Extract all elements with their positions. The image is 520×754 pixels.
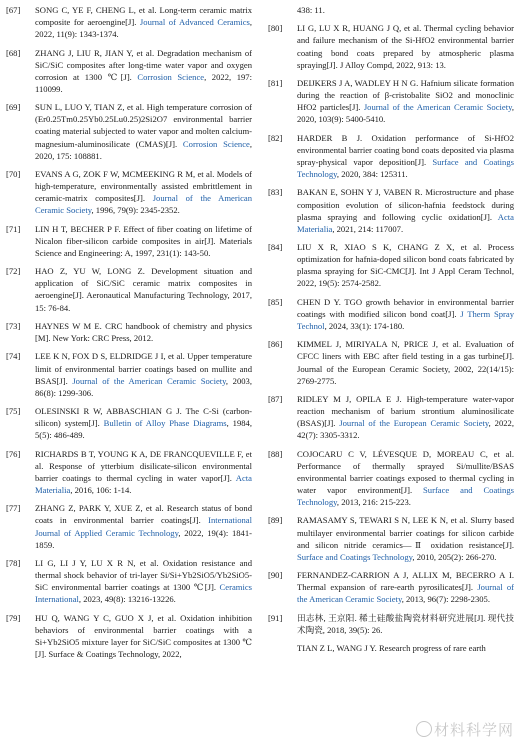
reference-segment: , 2016, 106: 1-14. [70, 484, 132, 495]
reference-number: [80] [268, 23, 283, 34]
reference-segment: , 2020, 384: 125311. [336, 169, 408, 180]
reference-entry [6, 101, 252, 161]
reference-segment: HAYNES W M E. CRC handbook of chemistry and physics [M]. New York: CRC Press, 2012. [35, 320, 252, 344]
reference-entry [268, 77, 514, 125]
journal-link[interactable]: Surface and Coatings Technology [297, 484, 514, 508]
reference-segment: SUN L, LUO Y, TIAN Z, et al. High temperature corrosion of (Er0.25Tm0.25Yb0.25Lu0.25)2Si2O7 environmental barrier coating material subjected to water vapor and molten calcium-magnesium-aluminosilicate (CMAS)[J]. [35, 102, 252, 149]
journal-link[interactable]: Corrosion Science [182, 138, 250, 149]
reference-segment: , 2020, 175: 108881. [35, 138, 252, 161]
reference-segment: , 2003, 86(8): 1299-306. [35, 375, 252, 398]
reference-entry [6, 448, 252, 496]
reference-text [297, 448, 514, 508]
reference-segment: LIU X R, XIAO S K, CHANG Z X, et al. Process optimization for hafnia-doped silicon bond coats fabricated by plasma spraying for SiC-CMC[J]. Int J Appl Ceram Technol, 2022, 19(5): 2574-2582. [297, 242, 514, 289]
reference-entry [6, 557, 252, 605]
reference-segment: HAO Z, YU W, LONG Z. Development situation and application of SiC/SiC ceramic matrix composites in aeroengine[J]. Aeronautical Manufacturing Technology, 2017, 15: 76-84. [35, 266, 252, 313]
journal-link[interactable]: Bulletin of Alloy Phase Diagrams [103, 418, 227, 429]
reference-number [268, 4, 297, 16]
reference-text [297, 338, 514, 386]
reference-entry [268, 612, 514, 636]
journal-link[interactable]: Surface and Coatings Technology [297, 156, 514, 180]
reference-number: [85] [268, 296, 283, 307]
reference-segment: LIN H T, BECHER P F. Effect of fiber coating on lifetime of Nicalon fiber-silicon carbide composites in air[J]. Materials Science and Engineering: A, 1997, 231(1): 143-50. [35, 223, 252, 258]
reference-number: [89] [268, 515, 283, 526]
reference-text [297, 393, 514, 441]
journal-link[interactable]: Journal of the European Ceramic Society [339, 418, 489, 429]
reference-number: [70] [6, 169, 21, 180]
reference-text [297, 612, 514, 636]
reference-segment: RAMASAMY S, TEWARI S N, LEE K N, et al. Slurry based multilayer environmental barrier coatings for silicon carbide and silicon nitride ceramics—Ⅱ oxidation resistance[J]. [297, 515, 514, 550]
reference-segment: , 1984, 5(5): 486-489. [35, 418, 252, 441]
reference-entry [268, 296, 514, 332]
reference-entry [6, 350, 252, 398]
reference-segment: LI G, LU X R, HUANG J Q, et al. Thermal cycling behavior and failure mechanism of the Si-HfO2 environmental barrier coating bond coats prepared by atmospheric plasma spraying[J]. J Alloy Compd, 2022, 913: 13. [297, 23, 514, 70]
reference-segment: , 2013, 96(7): 2298-2305. [401, 594, 491, 605]
reference-entry [6, 612, 252, 660]
reference-segment: , 1996, 79(9): 2345-2352. [91, 205, 180, 216]
reference-number: [67] [6, 5, 21, 15]
reference-number: [91] [268, 612, 283, 623]
reference-segment: FERNANDEZ-CARRION A J, ALLIX M, BECERRO A I. Thermal expansion of rare-earth pyrosilicates[J]. [297, 570, 514, 593]
reference-text [297, 132, 514, 180]
reference-segment: , 2020, 103(9): 5400-5410. [297, 102, 514, 125]
reference-segment: KIMMEL J, MIRIYALA N, PRICE J, et al. Evaluation of CFCC liners with EBC after field testing in a gas turbine[J]. Journal of the European Ceramic Society, 2002, 22(14/15): 2769-2775. [297, 339, 514, 386]
journal-link[interactable]: Journal of Advanced Ceramics [139, 17, 250, 28]
reference-segment: TIAN Z L, WANG J Y. Research progress of rare earth [297, 643, 486, 654]
reference-segment: RICHARDS B T, YOUNG K A, DE FRANCQUEVILLE F, et al. Response of ytterbium disilicate-silicon environmental barrier coatings to thermal cycling in water vapor[J]. [35, 448, 252, 483]
reference-text [35, 612, 252, 660]
reference-segment: 438: 11. [297, 5, 325, 15]
reference-text [35, 502, 252, 550]
reference-number: [84] [268, 242, 283, 253]
reference-entry [268, 514, 514, 562]
reference-segment: DEIJKERS J A, WADLEY H N G. Hafnium silicate formation during the reaction of β-cristobalite SiO2 and monoclinic HfO2 particles[J]. [297, 78, 514, 113]
reference-number: [86] [268, 339, 283, 350]
reference-segment: ZHANG Z, PARK Y, XUE Z, et al. Research status of bond coats in environmental barrier coatings[J]. [35, 503, 252, 526]
reference-entry [268, 338, 514, 386]
reference-text [35, 448, 252, 496]
reference-text [35, 223, 252, 259]
reference-segment: , 2013, 216: 215-223. [336, 497, 411, 508]
reference-entry [268, 569, 514, 605]
reference-text [297, 4, 514, 16]
reference-entry [6, 47, 252, 95]
reference-segment: , 2022, 42(7): 3305-3312. [297, 418, 514, 441]
reference-column-right [268, 4, 514, 661]
reference-number: [79] [6, 612, 21, 623]
journal-link[interactable]: Ceramics International [35, 582, 252, 605]
reference-entry [6, 265, 252, 313]
reference-segment: EVANS A G, ZOK F W, MCMEEKING R M, et al. Models of high-temperature, environmentally assisted embrittlement in ceramic-matrix composites[J]. [35, 169, 252, 204]
reference-column-left [6, 4, 252, 666]
journal-link[interactable]: Journal of the American Ceramic Society [363, 102, 512, 113]
reference-segment: , 2024, 33(1): 174-180. [324, 320, 405, 331]
journal-link[interactable]: Journal of the American Ceramic Society [297, 582, 514, 605]
reference-number [268, 642, 297, 654]
reference-segment: , 2021, 214: 117007. [332, 223, 404, 234]
reference-number: [72] [6, 266, 21, 277]
watermark-logo-icon [416, 721, 432, 737]
reference-segment: , 2022, 19(4): 1841-1859. [35, 527, 252, 550]
reference-segment: RIDLEY M J, OPILA E J. High-temperature water-vapor reaction mechanism of barium strontium aluminosilicate (BSAS)[J]. [297, 394, 514, 429]
reference-entry [268, 393, 514, 441]
reference-segment: , 2022, 11(9): 1343-1374. [35, 17, 253, 40]
reference-text [297, 186, 514, 234]
reference-text [35, 4, 252, 40]
reference-number: [76] [6, 448, 21, 459]
watermark-text: 材料科学网 [433, 721, 514, 739]
journal-link[interactable]: International Journal of Applied Ceramic Technology [35, 515, 252, 538]
journal-link[interactable]: Acta Materialia [35, 472, 252, 495]
reference-text [35, 168, 252, 216]
reference-number: [90] [268, 570, 283, 581]
reference-segment: HARDER B J. Oxidation performance of Si-HfO2 environmental barrier coating bond coats deposited via plasma spray-physical vapor deposition[J]. [297, 132, 514, 167]
reference-number: [75] [6, 406, 21, 417]
reference-entry [6, 4, 252, 40]
watermark [416, 719, 514, 740]
reference-text [35, 405, 252, 441]
reference-number: [68] [6, 47, 21, 58]
reference-entry [268, 132, 514, 180]
reference-number: [82] [268, 132, 283, 143]
reference-text [35, 557, 252, 605]
reference-entry [6, 502, 252, 550]
reference-segment: , 2023, 49(8): 13216-13226. [78, 594, 176, 605]
reference-segment: SONG C, YE F, CHENG L, et al. Long-term ceramic matrix composite for aeroengine[J]. [35, 5, 252, 28]
reference-number: [73] [6, 320, 21, 331]
reference-segment: LI G, LI J Y, LU X R N, et al. Oxidation resistance and thermal shock behavior of tri-layer Si/Si+Yb2SiO5/Yb2SiO5-SiC environmental barrier coatings at 1300 ℃[J]. [35, 558, 252, 593]
reference-number: [71] [6, 223, 21, 234]
reference-segment: OLESINSKI R W, ABBASCHIAN G J. The C-Si (carbon-silicon) system[J]. [35, 406, 252, 429]
journal-link[interactable]: J Therm Spray Technol [297, 308, 514, 331]
reference-entry [268, 22, 514, 70]
reference-number: [69] [6, 102, 21, 113]
reference-number: [81] [268, 78, 283, 89]
reference-entry [6, 223, 252, 259]
reference-text [297, 77, 514, 125]
reference-number: [87] [268, 394, 283, 404]
reference-entry [6, 320, 252, 344]
reference-segment: HU Q, WANG Y C, GUO X J, et al. Oxidation inhibition behaviors of environmental barrier coatings with a Si+Yb2SiO5 mixture layer for SiC/SiC composites at 1300 ℃[J]. Surface & Coatings Technology, 2022, [35, 612, 252, 659]
journal-link[interactable]: Surface and Coatings Technology [297, 551, 413, 562]
reference-segment: BAKAN E, SOHN Y J, VABEN R. Microstructure and phase composition evolution of silicon-hafnia feedstock during plasma spraying and following cyclic oxidation[J]. [297, 187, 514, 222]
reference-entry [268, 186, 514, 234]
reference-segment: CHEN D Y. TGO growth behavior in environmental barrier coatings with modified silicon bond coat[J]. [297, 296, 514, 319]
reference-text [297, 514, 514, 562]
reference-entry [268, 642, 514, 654]
reference-number: [78] [6, 558, 21, 569]
reference-text [297, 642, 514, 654]
reference-entry [268, 4, 514, 16]
reference-text [297, 241, 514, 289]
reference-number: [74] [6, 351, 21, 362]
reference-number: [77] [6, 503, 21, 514]
reference-text [35, 47, 252, 95]
reference-segment: , 2022, 197: 110099. [35, 71, 252, 94]
reference-text [35, 101, 252, 161]
journal-link[interactable]: Journal of the American Ceramic Society [35, 193, 253, 216]
reference-text [297, 296, 514, 332]
reference-number: [88] [268, 448, 283, 459]
journal-link[interactable]: Acta Materialia [297, 211, 514, 234]
journal-link[interactable]: Corrosion Science [137, 71, 205, 82]
reference-entry [6, 405, 252, 441]
reference-text [297, 22, 514, 70]
reference-text [35, 350, 252, 398]
reference-segment: COJOCARU C V, LÉVESQUE D, MOREAU C, et al. Performance of thermally sprayed Si/mullite/BSAS environmental barrier coatings exposed to thermal cycling in water vapor environment[J]. [297, 448, 514, 495]
reference-segment: 田志林, 王京阳. 稀土硅酸盐陶瓷材料研究进展[J]. 现代技术陶瓷, 2018, 39(5): 26. [297, 612, 514, 635]
reference-text [297, 569, 514, 605]
journal-link[interactable]: Journal of the American Ceramic Society [72, 375, 226, 386]
reference-entry [268, 448, 514, 508]
reference-number: [83] [268, 187, 283, 198]
reference-segment: ZHANG J, LIU R, JIAN Y, et al. Degradation mechanism of SiC/SiC composites after long-time water vapor and oxygen corrosion at 1300 ℃[J]. [35, 47, 252, 82]
reference-segment: LEE K N, FOX D S, ELDRIDGE J I, et al. Upper temperature limit of environmental barrier coatings based on mullite and BSAS[J]. [35, 351, 252, 386]
reference-segment: , 2010, 205(2): 266-270. [412, 551, 497, 562]
reference-entry [6, 168, 252, 216]
reference-text [35, 320, 252, 344]
reference-entry [268, 241, 514, 289]
reference-text [35, 265, 252, 313]
